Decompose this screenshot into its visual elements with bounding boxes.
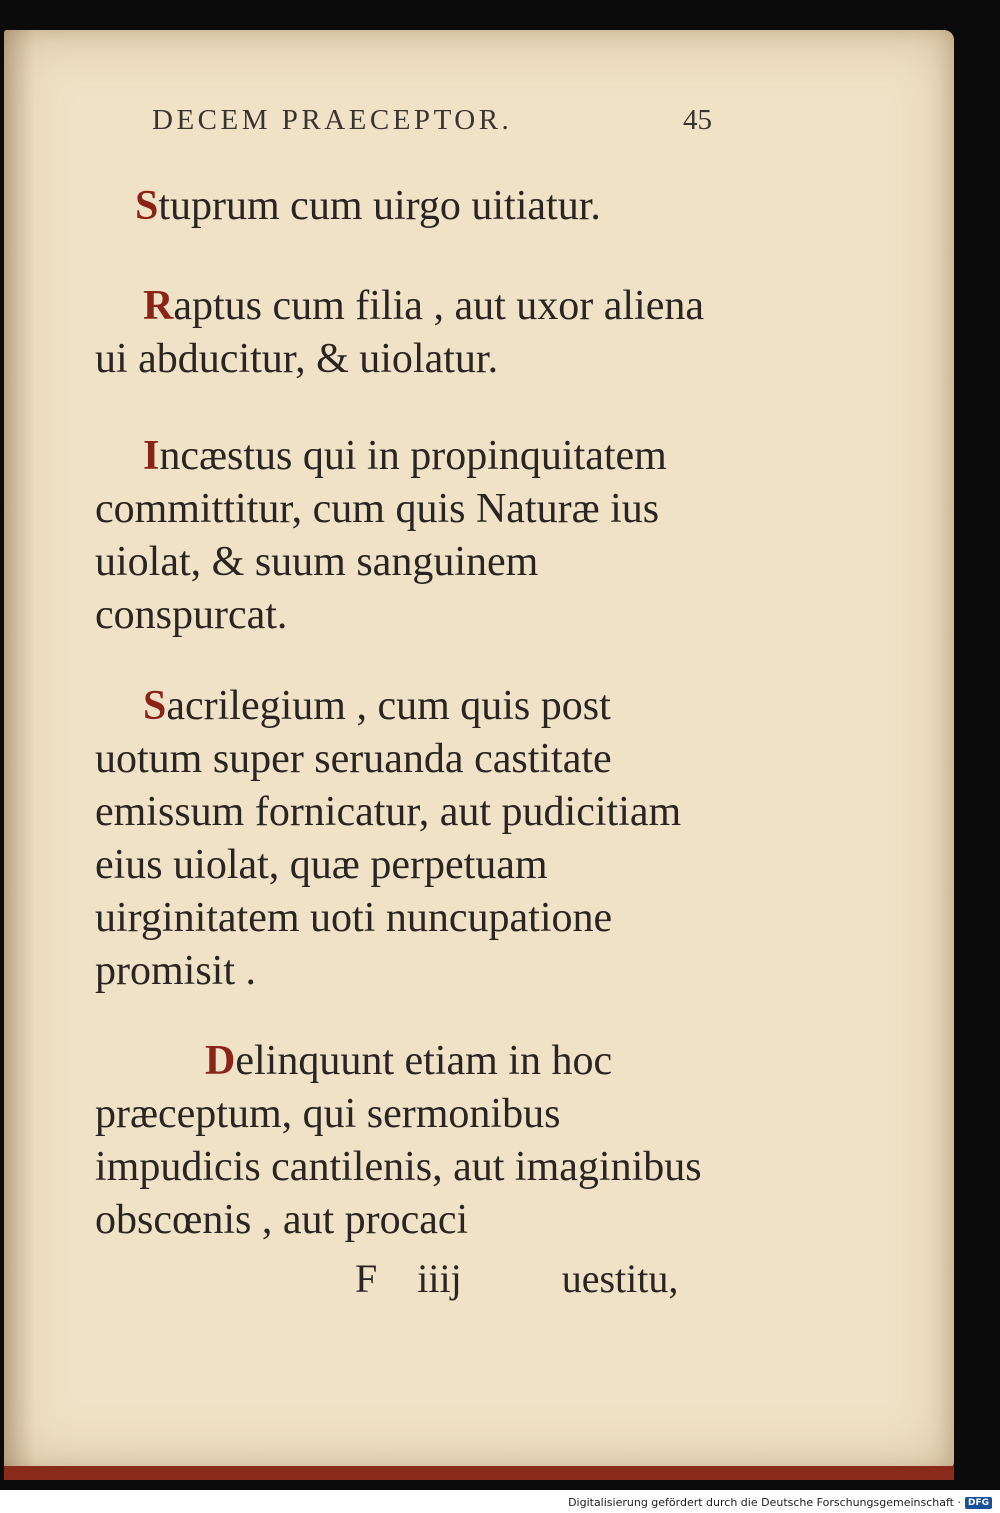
paragraph-text: tuprum cum uirgo uitiatur. xyxy=(158,183,601,229)
paragraph-text: ncæstus qui in propinquitatem committitur, cum quis Naturæ ius uiolat, & suum sanguinem conspurcat. xyxy=(95,433,667,638)
paragraph-text: acrilegium , cum quis post uotum super seruanda castitate emissum fornicatur, aut pudicitiam eius uiolat, quæ perpetuam uirginitatem uoti nuncupatione promisit . xyxy=(95,683,682,994)
signature-mark: F xyxy=(355,1256,378,1301)
drop-initial: I xyxy=(143,433,160,479)
catchword: uestitu, xyxy=(561,1256,679,1301)
signature-line xyxy=(355,1255,678,1302)
running-header xyxy=(152,104,712,137)
credit-text: Digitalisierung gefördert durch die Deutsche Forschungsgemeinschaft · xyxy=(568,1496,961,1509)
paragraph-raptus xyxy=(95,280,705,386)
page-edge xyxy=(4,1466,954,1480)
paragraph-stuprum xyxy=(135,180,601,233)
paragraph-incaestus xyxy=(95,430,705,642)
digitization-credit xyxy=(568,1496,992,1509)
paragraph-text: aptus cum filia , aut uxor aliena ui abducitur, & uiolatur. xyxy=(95,283,705,382)
dfg-logo: DFG xyxy=(965,1497,992,1509)
folio-number: 45 xyxy=(683,104,712,136)
spine-shadow xyxy=(4,30,34,1470)
drop-initial: R xyxy=(143,283,174,329)
running-title: DECEM PRAECEPTOR. xyxy=(152,104,513,136)
paragraph-sacrilegium xyxy=(95,680,705,998)
drop-initial: S xyxy=(143,683,167,729)
paragraph-text: elinquunt etiam in hoc præceptum, qui sermonibus impudicis cantilenis, aut imaginibus obscœnis , aut procaci xyxy=(95,1038,702,1243)
signature-number: iiij xyxy=(417,1256,462,1301)
drop-initial: S xyxy=(135,183,159,229)
drop-initial: D xyxy=(205,1038,236,1084)
paragraph-delinquunt xyxy=(95,1035,705,1247)
